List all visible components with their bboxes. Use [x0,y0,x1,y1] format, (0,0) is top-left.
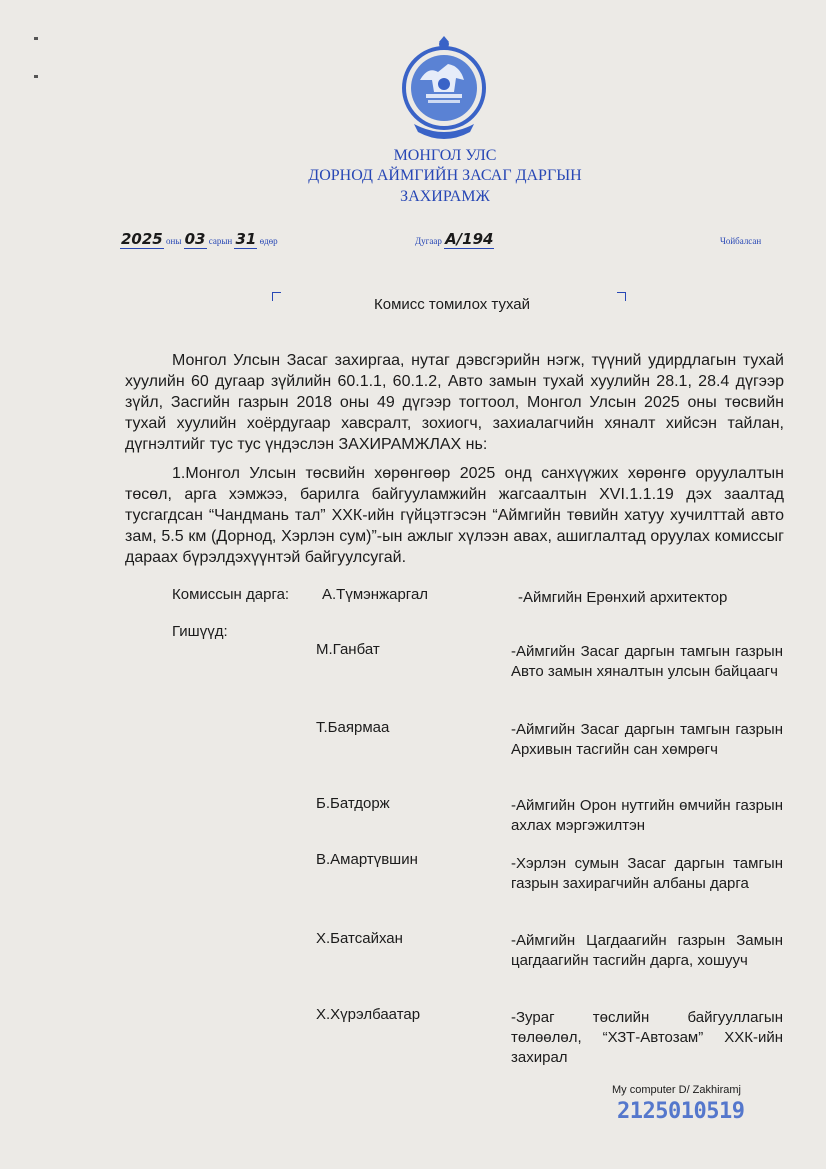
member-name: М.Ганбат [316,641,380,658]
member-role: -Зураг төслийн байгууллагын төлөөлөл, “ХЗТ-Автозам” ХХК-ийн захирал [511,1009,783,1066]
date-year-suffix: оны [163,236,184,246]
member-role: -Хэрлэн сумын Засаг даргын тамгын газрын захирагчийн албаны дарга [511,855,783,892]
state-emblem-icon [398,36,490,148]
binding-hole-mark [34,37,38,40]
member-name: В.Амартүвшин [316,851,418,868]
date-day-suffix: өдөр [257,236,278,246]
chair-name: А.Түмэнжаргал [322,586,429,603]
chair-role: -Аймгийн Ерөнхий архитектор [518,589,728,606]
member-role: -Аймгийн Цагдаагийн газрын Замын цагдаагийн тасгийн дарга, хошууч [511,932,783,969]
member-role: -Аймгийн Засаг даргын тамгын газрын Авто замын хяналтын улсын байцаагч [511,643,783,680]
members-label: Гишүүд: [172,623,228,640]
date-month-suffix: сарын [206,236,235,246]
document-type-title: ЗАХИРАМЖ [400,188,490,205]
preamble-paragraph: Монгол Улсын Засаг захиргаа, нутаг дэвсгэрийн нэгж, түүний удирдлагын тухай хуулийн 60 дугаар зүйлийн 60.1.1, 60.1.2, Авто замын тухай хуулийн 28.1, 28.4 дүгээр зүйл, Засгийн газрын 2018 оны 49 дүгээр тогтоол, Монгол Улсын 2025 оны төсвийн тухай хуулийн хоёрдугаар хавсралт, зохиогч, захиалагчийн хяналт хийсэн тайлан, дүгнэлтийг тус тус үндэслэн ЗАХИРАМЖЛАХ нь: [125,352,784,453]
date-year: 2025 [121,230,163,248]
member-role: -Аймгийн Засаг даргын тамгын газрын Архивын тасгийн сан хөмрөгч [511,721,783,758]
number-value: А/194 [445,230,494,248]
chair-label: Комиссын дарга: [172,586,290,603]
member-role: -Аймгийн Орон нутгийн өмчийн газрын ахлах мэргэжилтэн [511,797,783,834]
decree-subject: Комисс томилох тухай [373,296,531,313]
issuer-title: ДОРНОД АЙМГИЙН ЗАСАГ ДАРГЫН [308,167,582,184]
decree-date [120,230,278,248]
order-paragraph: 1.Монгол Улсын төсвийн хөрөнгөөр 2025 онд санхүүжих хөрөнгө оруулалтын төсөл, арга хэмжээ, барилга байгууламжийн жагсаалтын XVI.1.1.19 дэх заалтад тусгагдсан “Чандмань тал” ХХК-ийн гүйцэтгэсэн “Аймгийн төвийн хатуу хучилттай авто зам, 5.5 км (Дорнод, Хэрлэн сум)”-ын ажлыг хүлээн авах, ашиглалтад оруулах комиссыг дараах бүрэлдэхүүнтэй байгуулсугай. [125,465,784,566]
decree-number [415,230,494,248]
binding-hole-mark [34,75,38,78]
date-day: 31 [235,230,257,248]
member-name: Х.Хүрэлбаатар [316,1006,421,1023]
member-name: Б.Батдорж [316,795,390,812]
member-name: Т.Баярмаа [316,719,390,736]
registration-number-stamp [615,1097,785,1123]
date-month: 03 [184,230,206,248]
decree-place: Чойбалсан [720,236,762,246]
stamp-number: 2125010519 [617,1099,745,1123]
member-name: Х.Батсайхан [316,930,403,947]
file-path-note: My computer D/ Zakhiramj [612,1084,741,1096]
country-title: МОНГОЛ УЛС [393,147,497,164]
number-label: Дугаар [415,236,445,246]
